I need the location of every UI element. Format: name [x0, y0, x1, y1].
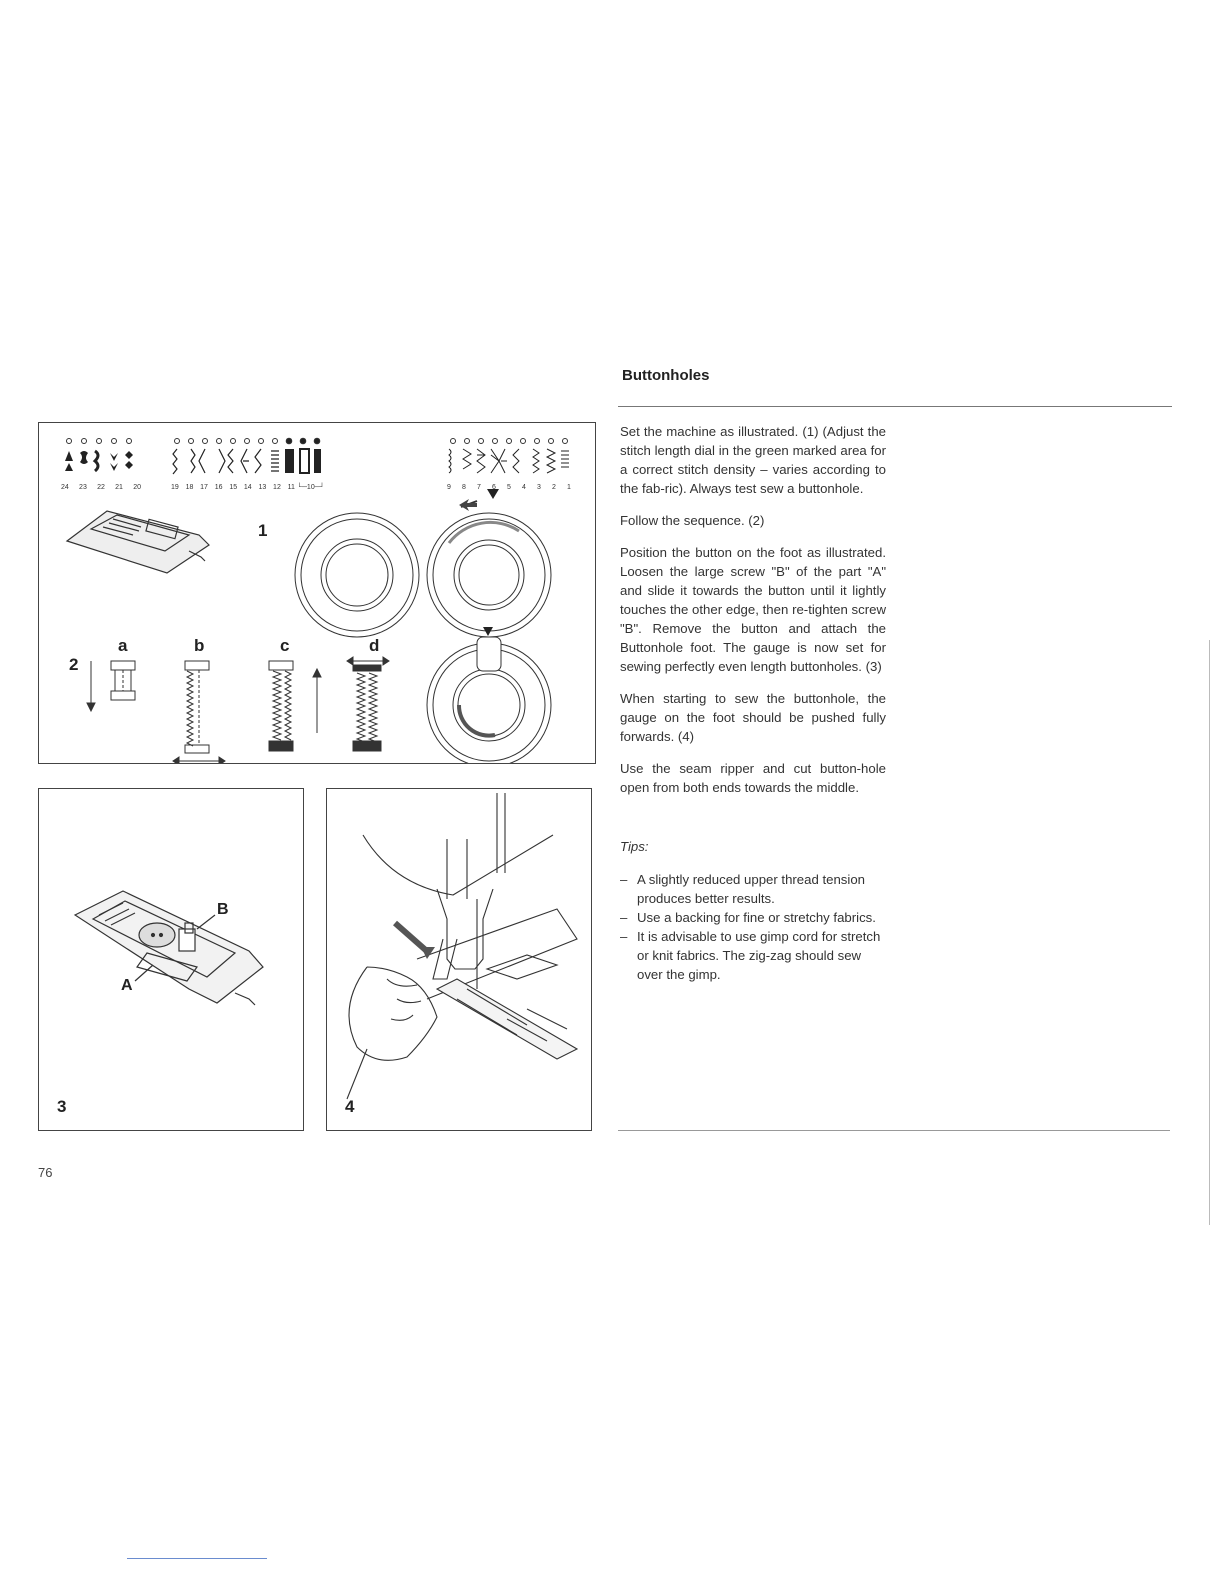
- figure-1-label: 1: [258, 521, 268, 540]
- figure-4-panel: [326, 788, 592, 1131]
- sequence-label-d: d: [369, 636, 380, 655]
- stitch-number: 17: [200, 484, 208, 491]
- page-edge-line: [1209, 640, 1210, 1225]
- stitch-number: 3: [537, 484, 541, 491]
- stitch-number: 6: [492, 484, 496, 491]
- buttonhole-foot-illustration: [39, 789, 303, 1130]
- stitch-number: 8: [462, 484, 466, 491]
- figure-4-label: 4: [345, 1097, 355, 1116]
- part-a-label: A: [121, 977, 133, 994]
- figure-3-label: 3: [57, 1097, 67, 1116]
- stitch-selector-illustration: [39, 423, 595, 763]
- paragraph-position-button: Position the button on the foot as illustrated. Loosen the large screw "B" of the part "A" and slide it towards the button until it lightly touches the other edge, then re-tighten screw "B". Remove the button and attach the Buttonhole foot. The gauge is now set for sewing perfectly even length buttonholes. (3): [620, 545, 886, 674]
- paragraph-follow-sequence: Follow the sequence. (2): [620, 513, 765, 528]
- stitch-numbers-mid: [171, 484, 295, 491]
- bottom-rule: [618, 1130, 1170, 1131]
- stitch-number: 13: [258, 484, 267, 491]
- stitch-number: 5: [507, 484, 511, 491]
- sequence-label-b: b: [194, 636, 205, 655]
- stitch-number: 20: [133, 484, 141, 491]
- page-number: 76: [38, 1165, 53, 1180]
- stitch-number: 7: [477, 484, 481, 491]
- figure-3-panel: [38, 788, 304, 1131]
- stitch-number: 15: [229, 484, 238, 491]
- stitch-number: 19: [171, 484, 179, 491]
- sequence-label-a: a: [118, 636, 128, 655]
- stitch-number: 4: [522, 484, 526, 491]
- sewing-machine-illustration: [327, 789, 591, 1130]
- paragraph-set-machine: Set the machine as illustrated. (1) (Adjust the stitch length dial in the green marked area for a correct stitch density – varies according to the fab-ric). Always test sew a buttonhole.: [620, 424, 886, 496]
- sequence-label-c: c: [280, 636, 290, 655]
- stitch-number: 16: [214, 484, 223, 491]
- figure-1-2-panel: [38, 422, 596, 764]
- heading-rule: [618, 406, 1172, 407]
- stitch-number: 24: [61, 484, 69, 491]
- tip-item: – Use a backing for fine or stretchy fabrics.: [620, 908, 886, 927]
- paragraph-start-sewing: When starting to sew the buttonhole, the gauge on the foot should be pushed fully forwards. (4): [620, 691, 886, 744]
- tip-item: – A slightly reduced upper thread tension produces better results.: [620, 870, 886, 908]
- stitch-number: 11: [287, 484, 295, 491]
- stitch-number: 22: [97, 484, 105, 491]
- stitch-number: 18: [185, 484, 194, 491]
- stitch-number: 21: [115, 484, 123, 491]
- tips-title: Tips:: [620, 839, 649, 854]
- stitch-number: 2: [552, 484, 556, 491]
- stitch-numbers-left: [61, 484, 141, 491]
- stitch-number-ten: └─10─┘: [297, 484, 325, 491]
- stitch-number: 23: [79, 484, 87, 491]
- stitch-number: 1: [567, 484, 571, 491]
- figure-2-label: 2: [69, 655, 79, 674]
- tips-list: [620, 870, 886, 984]
- instructions-text: [620, 422, 886, 984]
- section-heading: Buttonholes: [622, 367, 710, 384]
- paragraph-seam-ripper: Use the seam ripper and cut button-hole open from both ends towards the middle.: [620, 761, 886, 795]
- tip-item: – It is advisable to use gimp cord for stretch or knit fabrics. The zig-zag should sew over the gimp.: [620, 927, 886, 984]
- stitch-number: 12: [273, 484, 281, 491]
- part-b-label: B: [217, 901, 229, 918]
- stitch-number: 9: [447, 484, 451, 491]
- footer-link-line: [127, 1558, 267, 1559]
- stitch-number: 14: [243, 484, 252, 491]
- stitch-numbers-right: [447, 484, 571, 491]
